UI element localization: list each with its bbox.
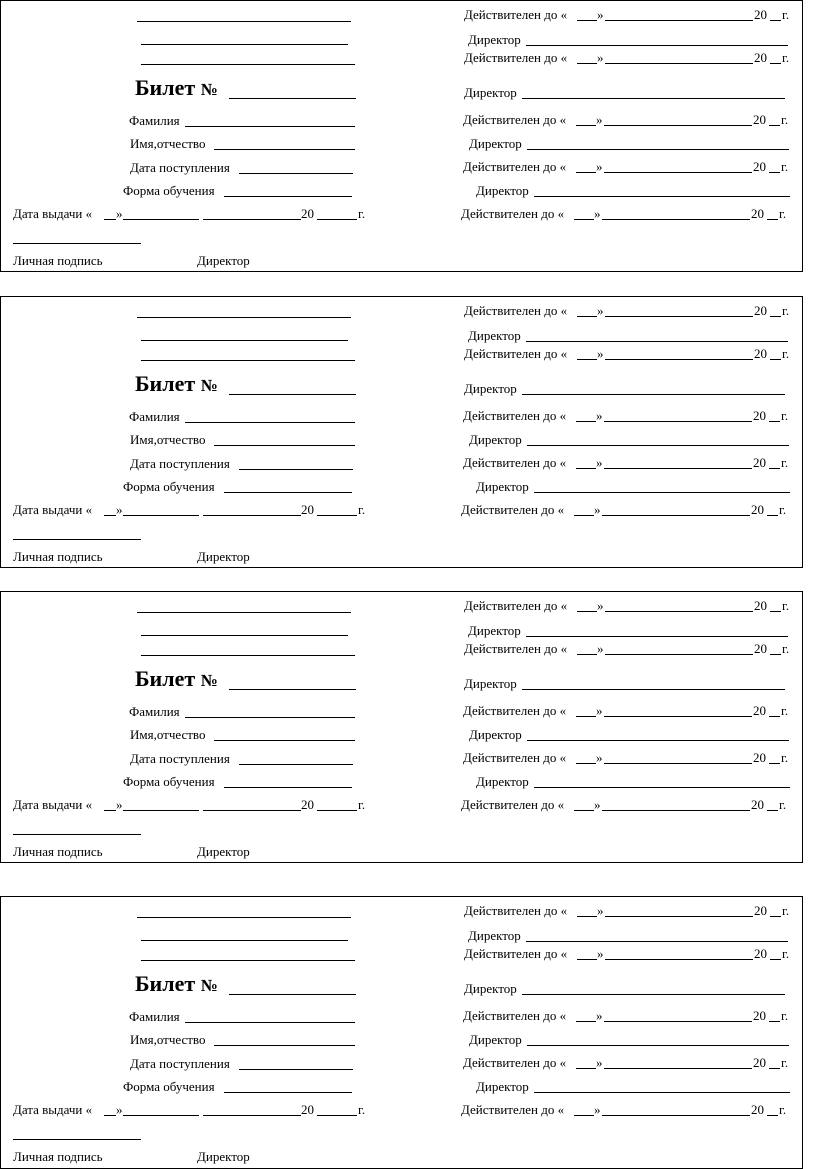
- issue-year-prefix: 20: [301, 502, 314, 517]
- ticket-number-field[interactable]: [229, 394, 356, 395]
- validity-close-quote: »: [597, 641, 604, 656]
- validity-year-field[interactable]: [770, 916, 781, 917]
- validity-day-field[interactable]: [574, 515, 594, 516]
- validity-prefix: Действителен до «: [463, 408, 567, 423]
- validity-year-prefix: 20: [753, 408, 766, 423]
- director-label: Директор: [197, 1149, 250, 1164]
- validity-year-suffix: г.: [781, 1008, 789, 1023]
- signature-label: Личная подпись: [13, 844, 103, 859]
- surname-field[interactable]: [185, 422, 355, 423]
- issue-year-suffix: г.: [358, 797, 366, 812]
- issue-year-suffix: г.: [358, 1102, 366, 1117]
- director-signature-field[interactable]: [522, 994, 785, 995]
- director-row-label: Директор: [468, 623, 521, 638]
- validity-prefix: Действителен до «: [464, 303, 568, 318]
- director-signature-field[interactable]: [527, 149, 789, 150]
- director-row-label: Директор: [469, 432, 522, 447]
- director-row-label: Директор: [464, 85, 517, 100]
- issue-extra-field[interactable]: [203, 219, 301, 220]
- validity-year-prefix: 20: [753, 112, 766, 127]
- validity-prefix: Действителен до «: [463, 1055, 567, 1070]
- blank-line-2[interactable]: [141, 635, 348, 636]
- validity-close-quote: »: [596, 1055, 603, 1070]
- validity-close-quote: »: [597, 346, 604, 361]
- director-row-label: Директор: [468, 928, 521, 943]
- validity-year-suffix: г.: [782, 641, 790, 656]
- issue-date-prefix: Дата выдачи «: [13, 502, 93, 517]
- issue-extra-field[interactable]: [203, 1115, 301, 1116]
- validity-year-suffix: г.: [779, 206, 787, 221]
- study-form-label: Форма обучения: [123, 1079, 215, 1094]
- validity-day-field[interactable]: [576, 421, 596, 422]
- validity-day-field[interactable]: [576, 125, 596, 126]
- validity-year-field[interactable]: [769, 421, 780, 422]
- validity-year-field[interactable]: [770, 20, 781, 21]
- ticket-title: [135, 972, 218, 998]
- director-row-label: Директор: [476, 1079, 529, 1094]
- blank-line-1[interactable]: [137, 612, 351, 613]
- validity-year-suffix: г.: [781, 703, 789, 718]
- validity-day-field[interactable]: [576, 716, 596, 717]
- admission-date-field[interactable]: [239, 469, 353, 470]
- study-form-label: Форма обучения: [123, 479, 215, 494]
- validity-month-field[interactable]: [602, 515, 750, 516]
- director-row-label: Директор: [469, 1032, 522, 1047]
- validity-year-prefix: 20: [753, 1008, 766, 1023]
- issue-month-field[interactable]: [123, 219, 199, 220]
- validity-month-field[interactable]: [605, 359, 753, 360]
- ticket-title: [135, 76, 218, 102]
- director-row-label: Директор: [469, 727, 522, 742]
- validity-year-prefix: 20: [754, 903, 767, 918]
- validity-year-field[interactable]: [769, 1021, 780, 1022]
- validity-day-field[interactable]: [577, 654, 597, 655]
- issue-year-prefix: 20: [301, 1102, 314, 1117]
- name-label: Имя,отчество: [130, 136, 206, 151]
- blank-line-1[interactable]: [137, 317, 351, 318]
- issue-day-field[interactable]: [104, 219, 116, 220]
- director-row-label: Директор: [464, 676, 517, 691]
- validity-year-suffix: г.: [779, 1102, 787, 1117]
- name-field[interactable]: [214, 445, 355, 446]
- name-label: Имя,отчество: [130, 1032, 206, 1047]
- signature-label: Личная подпись: [13, 1149, 103, 1164]
- ticket-number-field[interactable]: [229, 994, 356, 995]
- validity-year-field[interactable]: [769, 716, 780, 717]
- validity-month-field[interactable]: [605, 959, 753, 960]
- name-field[interactable]: [214, 740, 355, 741]
- validity-prefix: Действителен до «: [463, 455, 567, 470]
- validity-year-suffix: г.: [781, 408, 789, 423]
- director-label: Директор: [197, 253, 250, 268]
- signature-line[interactable]: [13, 1139, 141, 1140]
- surname-label: Фамилия: [129, 1009, 180, 1024]
- admission-date-field[interactable]: [239, 1069, 353, 1070]
- validity-year-suffix: г.: [782, 598, 790, 613]
- validity-day-field[interactable]: [577, 611, 597, 612]
- validity-year-suffix: г.: [782, 903, 790, 918]
- director-label: Директор: [197, 549, 250, 564]
- blank-line-2[interactable]: [141, 940, 348, 941]
- validity-day-field[interactable]: [577, 63, 597, 64]
- issue-date-close-quote: »: [116, 1102, 123, 1117]
- validity-year-prefix: 20: [751, 502, 764, 517]
- issue-date-prefix: Дата выдачи «: [13, 1102, 93, 1117]
- ticket-title-word: Билет: [135, 371, 196, 396]
- validity-close-quote: »: [597, 946, 604, 961]
- admission-date-label: Дата поступления: [130, 160, 230, 175]
- validity-year-suffix: г.: [782, 7, 790, 22]
- validity-prefix: Действителен до «: [464, 641, 568, 656]
- validity-year-prefix: 20: [754, 50, 767, 65]
- validity-year-suffix: г.: [781, 112, 789, 127]
- validity-day-field[interactable]: [577, 916, 597, 917]
- validity-close-quote: »: [594, 206, 601, 221]
- ticket-number-field[interactable]: [229, 689, 356, 690]
- blank-line-3[interactable]: [141, 360, 355, 361]
- validity-year-field[interactable]: [770, 654, 781, 655]
- validity-day-field[interactable]: [574, 1115, 594, 1116]
- issue-extra-field[interactable]: [203, 515, 301, 516]
- issue-month-field[interactable]: [123, 810, 199, 811]
- study-form-field[interactable]: [224, 787, 352, 788]
- surname-field[interactable]: [185, 126, 355, 127]
- validity-day-field[interactable]: [576, 1068, 596, 1069]
- director-signature-field[interactable]: [526, 636, 788, 637]
- issue-year-suffix: г.: [358, 502, 366, 517]
- director-row-label: Директор: [468, 32, 521, 47]
- director-signature-field[interactable]: [522, 394, 785, 395]
- study-form-field[interactable]: [224, 492, 352, 493]
- validity-year-field[interactable]: [770, 959, 781, 960]
- validity-year-prefix: 20: [754, 946, 767, 961]
- ticket-title-word: Билет: [135, 666, 196, 691]
- admission-date-field[interactable]: [239, 764, 353, 765]
- validity-prefix: Действителен до «: [464, 50, 568, 65]
- issue-day-field[interactable]: [104, 515, 116, 516]
- validity-year-field[interactable]: [769, 468, 780, 469]
- validity-prefix: Действителен до «: [464, 946, 568, 961]
- director-signature-field[interactable]: [526, 341, 788, 342]
- validity-month-field[interactable]: [604, 763, 752, 764]
- validity-prefix: Действителен до «: [463, 750, 567, 765]
- director-row-label: Директор: [469, 136, 522, 151]
- issue-month-field[interactable]: [123, 1115, 199, 1116]
- validity-close-quote: »: [596, 455, 603, 470]
- validity-year-suffix: г.: [781, 1055, 789, 1070]
- surname-field[interactable]: [185, 717, 355, 718]
- validity-month-field[interactable]: [604, 1021, 752, 1022]
- validity-year-prefix: 20: [751, 797, 764, 812]
- surname-label: Фамилия: [129, 113, 180, 128]
- admission-date-field[interactable]: [239, 173, 353, 174]
- director-row-label: Директор: [476, 774, 529, 789]
- student-ticket-card: [0, 296, 803, 568]
- validity-month-field[interactable]: [602, 1115, 750, 1116]
- validity-close-quote: »: [594, 502, 601, 517]
- student-ticket-card: [0, 0, 803, 272]
- validity-prefix: Действителен до «: [464, 903, 568, 918]
- issue-date-close-quote: »: [116, 206, 123, 221]
- director-signature-field[interactable]: [526, 941, 788, 942]
- ticket-number-sign: №: [200, 976, 218, 995]
- validity-year-prefix: 20: [754, 7, 767, 22]
- validity-day-field[interactable]: [574, 219, 594, 220]
- ticket-title-word: Билет: [135, 75, 196, 100]
- surname-label: Фамилия: [129, 409, 180, 424]
- blank-line-1[interactable]: [137, 21, 351, 22]
- validity-prefix: Действителен до «: [461, 502, 565, 517]
- issue-year-field[interactable]: [317, 810, 357, 811]
- validity-year-field[interactable]: [770, 359, 781, 360]
- issue-date-prefix: Дата выдачи «: [13, 206, 93, 221]
- validity-year-field[interactable]: [767, 515, 778, 516]
- signature-label: Личная подпись: [13, 253, 103, 268]
- validity-year-prefix: 20: [751, 1102, 764, 1117]
- surname-field[interactable]: [185, 1022, 355, 1023]
- validity-year-field[interactable]: [770, 63, 781, 64]
- validity-year-field[interactable]: [767, 1115, 778, 1116]
- issue-year-prefix: 20: [301, 797, 314, 812]
- validity-month-field[interactable]: [602, 810, 750, 811]
- validity-close-quote: »: [597, 303, 604, 318]
- validity-prefix: Действителен до «: [463, 112, 567, 127]
- study-form-field[interactable]: [224, 196, 352, 197]
- validity-year-prefix: 20: [753, 159, 766, 174]
- name-field[interactable]: [214, 1045, 355, 1046]
- ticket-number-field[interactable]: [229, 98, 356, 99]
- issue-day-field[interactable]: [104, 810, 116, 811]
- signature-line[interactable]: [13, 834, 141, 835]
- validity-close-quote: »: [597, 903, 604, 918]
- name-label: Имя,отчество: [130, 432, 206, 447]
- validity-year-suffix: г.: [782, 346, 790, 361]
- validity-month-field[interactable]: [602, 219, 750, 220]
- signature-label: Личная подпись: [13, 549, 103, 564]
- name-label: Имя,отчество: [130, 727, 206, 742]
- ticket-title: [135, 372, 218, 398]
- validity-close-quote: »: [594, 1102, 601, 1117]
- issue-day-field[interactable]: [104, 1115, 116, 1116]
- validity-close-quote: »: [597, 50, 604, 65]
- validity-year-prefix: 20: [754, 303, 767, 318]
- validity-year-suffix: г.: [781, 159, 789, 174]
- ticket-number-sign: №: [200, 80, 218, 99]
- director-signature-field[interactable]: [534, 196, 790, 197]
- validity-year-suffix: г.: [781, 455, 789, 470]
- validity-day-field[interactable]: [576, 763, 596, 764]
- validity-year-field[interactable]: [769, 125, 780, 126]
- validity-year-suffix: г.: [782, 946, 790, 961]
- blank-line-1[interactable]: [137, 917, 351, 918]
- validity-year-suffix: г.: [779, 502, 787, 517]
- validity-day-field[interactable]: [574, 810, 594, 811]
- issue-year-field[interactable]: [317, 1115, 357, 1116]
- validity-prefix: Действителен до «: [463, 159, 567, 174]
- ticket-number-sign: №: [200, 671, 218, 690]
- admission-date-label: Дата поступления: [130, 1056, 230, 1071]
- validity-year-suffix: г.: [779, 797, 787, 812]
- validity-year-prefix: 20: [751, 206, 764, 221]
- director-signature-field[interactable]: [527, 445, 789, 446]
- issue-date-prefix: Дата выдачи «: [13, 797, 93, 812]
- validity-year-prefix: 20: [754, 641, 767, 656]
- surname-label: Фамилия: [129, 704, 180, 719]
- validity-prefix: Действителен до «: [464, 598, 568, 613]
- validity-prefix: Действителен до «: [464, 7, 568, 22]
- validity-month-field[interactable]: [605, 316, 753, 317]
- student-ticket-card: [0, 591, 803, 863]
- validity-month-field[interactable]: [604, 716, 752, 717]
- study-form-label: Форма обучения: [123, 183, 215, 198]
- validity-day-field[interactable]: [577, 20, 597, 21]
- director-signature-field[interactable]: [527, 740, 789, 741]
- validity-prefix: Действителен до «: [461, 1102, 565, 1117]
- validity-year-field[interactable]: [770, 316, 781, 317]
- ticket-title-word: Билет: [135, 971, 196, 996]
- validity-year-prefix: 20: [753, 703, 766, 718]
- validity-close-quote: »: [596, 750, 603, 765]
- study-form-label: Форма обучения: [123, 774, 215, 789]
- validity-year-prefix: 20: [753, 455, 766, 470]
- validity-day-field[interactable]: [576, 1021, 596, 1022]
- ticket-title: [135, 667, 218, 693]
- issue-date-close-quote: »: [116, 502, 123, 517]
- validity-close-quote: »: [596, 159, 603, 174]
- blank-line-3[interactable]: [141, 64, 355, 65]
- validity-prefix: Действителен до «: [463, 703, 567, 718]
- director-row-label: Директор: [476, 479, 529, 494]
- validity-day-field[interactable]: [576, 172, 596, 173]
- signature-line[interactable]: [13, 243, 141, 244]
- validity-year-field[interactable]: [767, 810, 778, 811]
- issue-year-prefix: 20: [301, 206, 314, 221]
- director-row-label: Директор: [468, 328, 521, 343]
- validity-year-prefix: 20: [753, 750, 766, 765]
- validity-year-suffix: г.: [782, 50, 790, 65]
- validity-month-field[interactable]: [605, 20, 753, 21]
- director-signature-field[interactable]: [534, 492, 790, 493]
- director-signature-field[interactable]: [527, 1045, 789, 1046]
- validity-month-field[interactable]: [604, 468, 752, 469]
- validity-close-quote: »: [597, 7, 604, 22]
- validity-close-quote: »: [596, 1008, 603, 1023]
- issue-month-field[interactable]: [123, 515, 199, 516]
- validity-close-quote: »: [597, 598, 604, 613]
- validity-month-field[interactable]: [604, 1068, 752, 1069]
- blank-line-3[interactable]: [141, 960, 355, 961]
- issue-extra-field[interactable]: [203, 810, 301, 811]
- issue-year-suffix: г.: [358, 206, 366, 221]
- validity-year-prefix: 20: [754, 346, 767, 361]
- name-field[interactable]: [214, 149, 355, 150]
- validity-day-field[interactable]: [576, 468, 596, 469]
- director-signature-field[interactable]: [534, 787, 790, 788]
- validity-year-prefix: 20: [754, 598, 767, 613]
- director-label: Директор: [197, 844, 250, 859]
- validity-year-field[interactable]: [767, 219, 778, 220]
- blank-line-2[interactable]: [141, 340, 348, 341]
- blank-line-2[interactable]: [141, 44, 348, 45]
- validity-year-prefix: 20: [753, 1055, 766, 1070]
- admission-date-label: Дата поступления: [130, 751, 230, 766]
- validity-close-quote: »: [594, 797, 601, 812]
- validity-month-field[interactable]: [605, 611, 753, 612]
- signature-line[interactable]: [13, 539, 141, 540]
- issue-year-field[interactable]: [317, 515, 357, 516]
- validity-year-suffix: г.: [781, 750, 789, 765]
- validity-day-field[interactable]: [577, 959, 597, 960]
- director-row-label: Директор: [464, 981, 517, 996]
- blank-line-3[interactable]: [141, 655, 355, 656]
- validity-prefix: Действителен до «: [461, 206, 565, 221]
- student-ticket-card: [0, 896, 803, 1169]
- validity-close-quote: »: [596, 112, 603, 127]
- ticket-number-sign: №: [200, 376, 218, 395]
- validity-year-suffix: г.: [782, 303, 790, 318]
- validity-day-field[interactable]: [577, 359, 597, 360]
- validity-close-quote: »: [596, 703, 603, 718]
- director-signature-field[interactable]: [526, 45, 788, 46]
- issue-date-close-quote: »: [116, 797, 123, 812]
- director-row-label: Директор: [476, 183, 529, 198]
- study-form-field[interactable]: [224, 1092, 352, 1093]
- validity-prefix: Действителен до «: [463, 1008, 567, 1023]
- validity-month-field[interactable]: [604, 421, 752, 422]
- director-signature-field[interactable]: [534, 1092, 790, 1093]
- validity-year-field[interactable]: [769, 172, 780, 173]
- validity-day-field[interactable]: [577, 316, 597, 317]
- validity-prefix: Действителен до «: [461, 797, 565, 812]
- validity-year-field[interactable]: [769, 1068, 780, 1069]
- director-signature-field[interactable]: [522, 98, 785, 99]
- validity-month-field[interactable]: [604, 125, 752, 126]
- admission-date-label: Дата поступления: [130, 456, 230, 471]
- validity-month-field[interactable]: [605, 654, 753, 655]
- validity-month-field[interactable]: [605, 916, 753, 917]
- validity-year-field[interactable]: [770, 611, 781, 612]
- director-row-label: Директор: [464, 381, 517, 396]
- validity-month-field[interactable]: [605, 63, 753, 64]
- validity-month-field[interactable]: [604, 172, 752, 173]
- validity-prefix: Действителен до «: [464, 346, 568, 361]
- director-signature-field[interactable]: [522, 689, 785, 690]
- validity-year-field[interactable]: [769, 763, 780, 764]
- issue-year-field[interactable]: [317, 219, 357, 220]
- validity-close-quote: »: [596, 408, 603, 423]
